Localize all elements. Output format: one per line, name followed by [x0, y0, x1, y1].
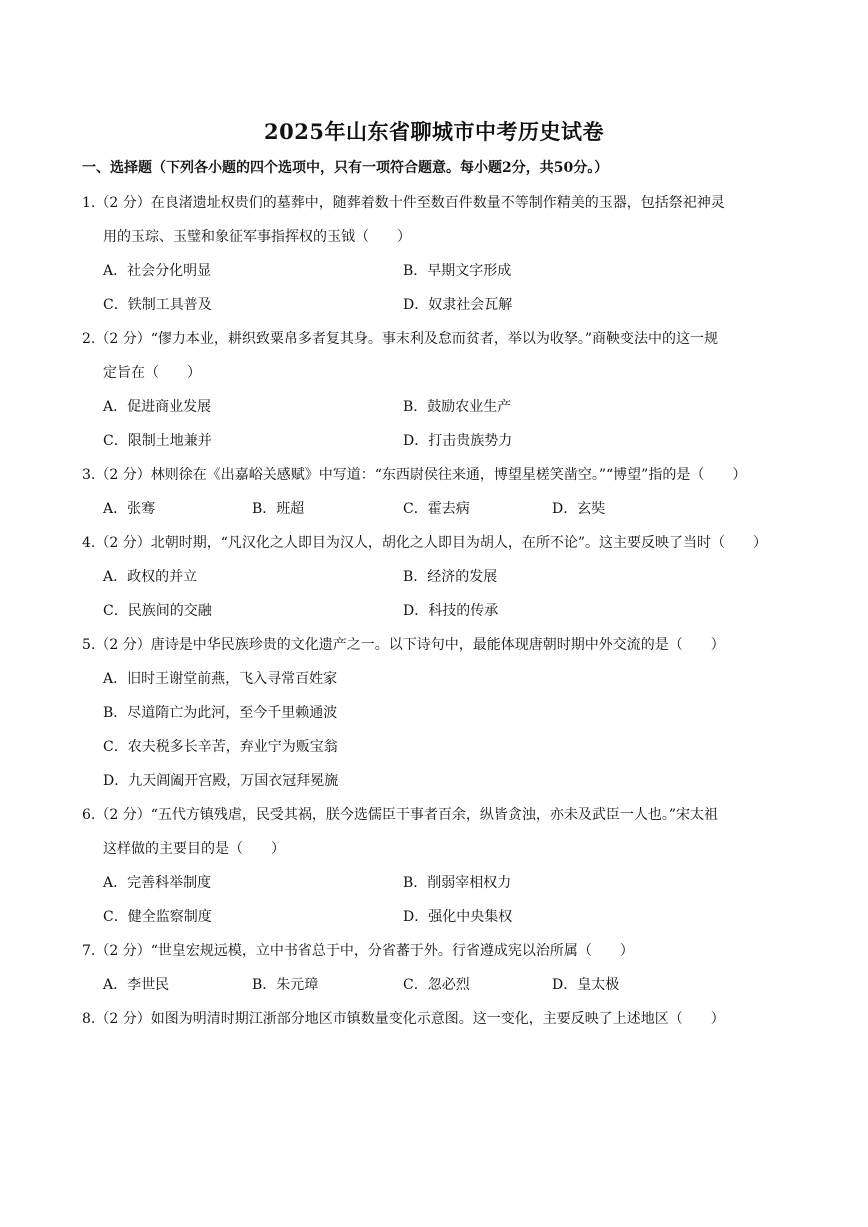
question-7-option-a[interactable]: A．李世民	[103, 977, 170, 993]
question-8-stem-line-1: 8.（2 分）如图为明清时期江浙部分地区市镇数量变化示意图。这一变化，主要反映了上述地区（ ）	[82, 1011, 725, 1027]
question-3-stem-line-1: 3.（2 分）林则徐在《出嘉峪关感赋》中写道：“东西尉侯往来通，博望星槎笑凿空。”“博望”指的是（ ）	[82, 467, 747, 483]
question-5-option-b[interactable]: B．尽道隋亡为此河，至今千里赖通波	[103, 705, 338, 721]
question-6-option-d[interactable]: D．强化中央集权	[403, 909, 513, 925]
question-2-option-b[interactable]: B．鼓励农业生产	[403, 399, 512, 415]
question-4-stem-line-1: 4.（2 分）北朝时期，“凡汉化之人即目为汉人，胡化之人即目为胡人，在所不论”。这主要反映了当时（ ）	[82, 535, 768, 551]
question-1-option-b[interactable]: B．早期文字形成	[403, 263, 512, 279]
question-3-option-b[interactable]: B．班超	[252, 501, 305, 517]
question-3-option-d[interactable]: D．玄奘	[552, 501, 606, 517]
section-heading: 一、选择题（下列各小题的四个选项中，只有一项符合题意。每小题2分，共50分。）	[82, 160, 609, 176]
question-2-stem-line-1: 2.（2 分）“僇力本业，耕织致粟帛多者复其身。事末利及怠而贫者，举以为收孥。”商鞅变法中的这一规	[82, 331, 719, 347]
question-1-option-c[interactable]: C．铁制工具普及	[103, 297, 212, 313]
question-2-option-d[interactable]: D．打击贵族势力	[403, 433, 513, 449]
question-3-option-c[interactable]: C．霍去病	[403, 501, 470, 517]
question-2-option-a[interactable]: A．促进商业发展	[103, 399, 212, 415]
question-4-option-a[interactable]: A．政权的并立	[103, 569, 198, 585]
page-title: 2025年山东省聊城市中考历史试卷	[264, 119, 604, 144]
question-6-stem-line-2: 这样做的主要目的是（ ）	[103, 841, 285, 857]
question-5-option-c[interactable]: C．农夫税多长辛苦，弃业宁为贩宝翁	[103, 739, 338, 755]
question-6-option-c[interactable]: C．健全监察制度	[103, 909, 212, 925]
question-7-option-c[interactable]: C．忽必烈	[403, 977, 470, 993]
question-4-option-b[interactable]: B．经济的发展	[403, 569, 498, 585]
question-5-option-a[interactable]: A．旧时王谢堂前燕，飞入寻常百姓家	[103, 671, 338, 687]
question-7-option-b[interactable]: B．朱元璋	[252, 977, 319, 993]
question-1-stem-line-2: 用的玉琮、玉璧和象征军事指挥权的玉钺（ ）	[103, 229, 411, 245]
question-2-stem-line-2: 定旨在（ ）	[103, 365, 201, 381]
question-1-stem-line-1: 1.（2 分）在良渚遗址权贵们的墓葬中，随葬着数十件至数百件数量不等制作精美的玉器，包括祭祀神灵	[82, 195, 725, 211]
question-1-option-d[interactable]: D．奴隶社会瓦解	[403, 297, 513, 313]
question-3-option-a[interactable]: A．张骞	[103, 501, 156, 517]
question-5-option-d[interactable]: D．九天阊阖开宫殿，万国衣冠拜冕旒	[103, 773, 339, 789]
question-6-option-b[interactable]: B．削弱宰相权力	[403, 875, 512, 891]
question-6-option-a[interactable]: A．完善科举制度	[103, 875, 212, 891]
question-7-stem-line-1: 7.（2 分）“世皇宏规远模，立中书省总于中，分省蕃于外。行省遵成宪以治所属（ ）	[82, 943, 634, 959]
question-4-option-c[interactable]: C．民族间的交融	[103, 603, 212, 619]
question-6-stem-line-1: 6.（2 分）“五代方镇残虐，民受其祸，朕今选儒臣干事者百余，纵皆贪浊，亦未及武臣一人也。”宋太祖	[82, 807, 719, 823]
question-4-option-d[interactable]: D．科技的传承	[403, 603, 499, 619]
question-1-option-a[interactable]: A．社会分化明显	[103, 263, 212, 279]
question-7-option-d[interactable]: D．皇太极	[552, 977, 620, 993]
question-5-stem-line-1: 5.（2 分）唐诗是中华民族珍贵的文化遗产之一。以下诗句中，最能体现唐朝时期中外交流的是（ ）	[82, 637, 725, 653]
question-2-option-c[interactable]: C．限制土地兼并	[103, 433, 212, 449]
